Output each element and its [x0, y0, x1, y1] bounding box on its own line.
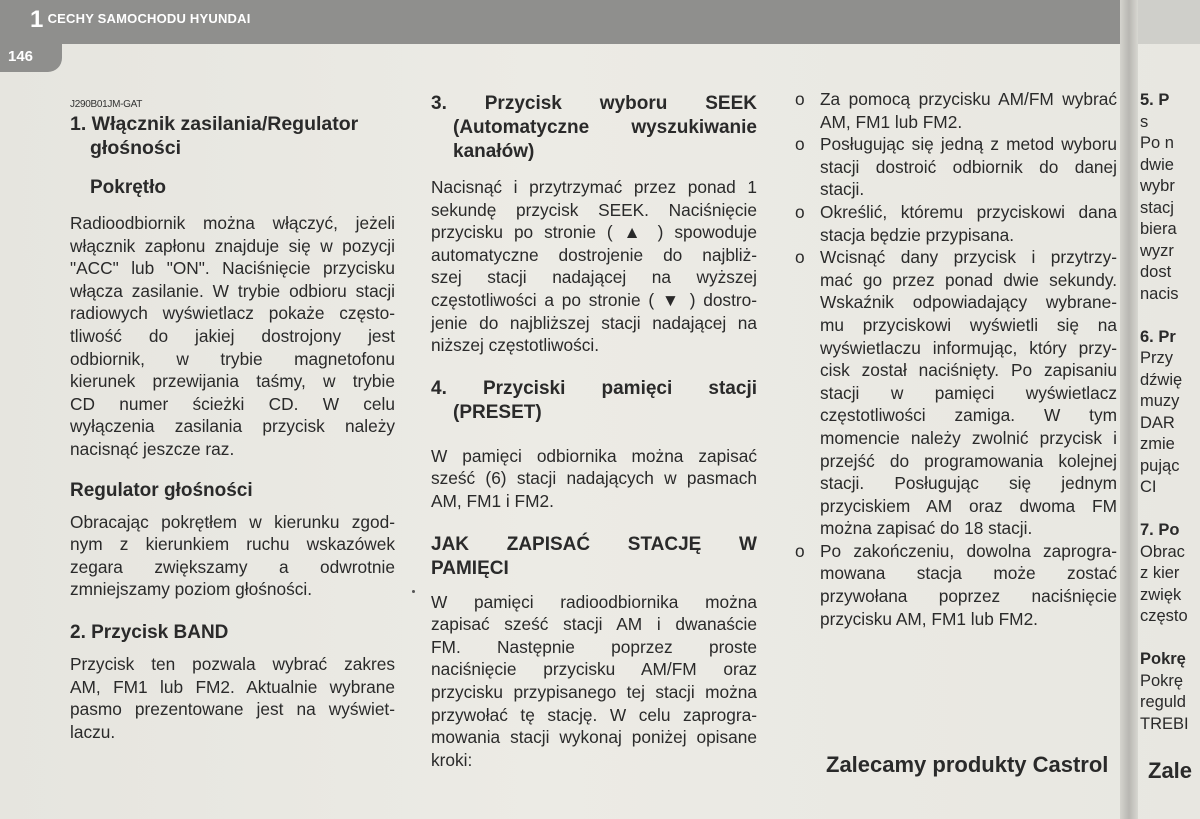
page-spine	[1120, 0, 1138, 819]
section-1-title: 1. Włącznik zasilania/Regulator głośności	[70, 113, 359, 159]
text-line: AM, FM1 i FM2.	[431, 490, 554, 511]
text-line: włącznik zapłonu znajduje się w pozycji	[70, 235, 395, 256]
text-line: radiowych wyświetlacz pokaże często-	[70, 303, 395, 324]
text-line: dźwię	[1140, 370, 1183, 389]
text-line: TREBI	[1140, 714, 1189, 733]
bullet-mark: o	[795, 540, 805, 561]
text-line: Posługując się jedną z metod wyboru	[820, 134, 1117, 155]
text-line: szej stacji nadającej na wyższej	[431, 267, 757, 288]
chapter-heading	[30, 6, 251, 34]
column-4-partial	[1140, 90, 1200, 735]
text-line: mowana stacja może zostać	[820, 563, 1117, 584]
text-line: CI	[1140, 478, 1157, 496]
text-line: zwięk	[1140, 585, 1182, 604]
text-line: (Automatyczne wyszukiwanie	[453, 117, 757, 138]
text-line: kroki:	[431, 749, 473, 770]
step-item	[795, 133, 1117, 201]
text-line: Za pomocą przycisku AM/FM wybrać	[820, 89, 1117, 109]
text-line: przejść do programowania kolejnej	[820, 450, 1117, 471]
text-line: 4. Przyciski pamięci stacji	[431, 377, 757, 399]
band-text	[70, 653, 395, 743]
jak-zapisac-text	[431, 591, 757, 772]
text-line: odbiornik, w trybie magnetofonu	[70, 348, 395, 369]
text-line: stacji w pamięci wyświetlacz	[820, 382, 1117, 403]
text-line: FM. Następnie poprzez proste	[431, 636, 757, 657]
text-line: nacisnąć jeszcze raz.	[70, 438, 235, 459]
text-line: Przy	[1140, 349, 1173, 367]
column-2	[431, 92, 757, 771]
text-line: częstotliwości a po stronie ( ▼ ) dostro-	[431, 289, 757, 310]
text-line: momencie należy zwolnić przycisk i	[820, 427, 1117, 448]
text-line: DAR	[1140, 413, 1175, 432]
text-line: z kier	[1140, 564, 1180, 582]
column-3	[795, 88, 1117, 630]
text-line: Przycisk ten pozwala wybrać zakres	[70, 653, 395, 674]
text-line: dost	[1140, 263, 1172, 281]
text-line: zapisać sześć stacji AM i dwanaście	[431, 614, 757, 635]
chapter-number: 1	[30, 6, 44, 33]
text-line: wyzr	[1140, 241, 1174, 260]
text-line: kierunek przewijania taśmy, w trybie	[70, 371, 395, 392]
text-line	[1140, 628, 1200, 650]
text-line: Wcisnąć dany przycisk i przytrzy-	[820, 247, 1117, 268]
pokretlo-heading: Pokrętło	[90, 177, 167, 198]
text-line: stacji dostroić odbiornik do danej	[820, 156, 1117, 177]
jak-zapisac-heading	[431, 533, 757, 581]
text-line	[1140, 305, 1200, 327]
text-line: Określić, któremu przyciskowi dana	[820, 201, 1117, 222]
text-line: nym z kierunkiem ruchu wskazówek	[70, 534, 395, 555]
footer-recommendation: Zalecamy produkty Castrol	[826, 752, 1109, 777]
text-line: AM, FM1 lub FM2. Aktualnie wybrane	[70, 676, 395, 697]
text-line: AM, FM1 lub FM2.	[820, 111, 963, 132]
text-line: przycisku przypisanego tej stacji można	[431, 681, 757, 702]
text-line: s	[1140, 112, 1149, 131]
text-line: stacja będzie przypisana.	[820, 224, 1015, 245]
text-line: PAMIĘCI	[431, 557, 509, 579]
text-line: pując	[1140, 456, 1180, 475]
text-line: JAK ZAPISAĆ STACJĘ W	[431, 533, 757, 555]
steps-list	[795, 88, 1117, 630]
text-line: często	[1140, 607, 1188, 625]
footer-partial: Zale	[1148, 758, 1193, 783]
text-line: 6. Pr	[1140, 327, 1176, 346]
text-line: mowania stacji wykonaj poniżej opisane	[431, 727, 757, 748]
regulator-heading: Regulator głośności	[70, 479, 253, 501]
text-line	[1140, 499, 1200, 521]
text-line: tliwość do jakiej dostrojony jest	[70, 325, 395, 346]
header-band-right	[1130, 0, 1200, 44]
bullet-mark: o	[795, 247, 805, 268]
text-line: zegara zwiększamy a odwrotnie	[70, 556, 395, 577]
text-line: Pokrę	[1140, 650, 1186, 668]
text-line: przycisku AM, FM1 lub FM2.	[820, 608, 1038, 629]
text-line: stacji. Posługując się jednym	[820, 473, 1117, 494]
text-line: nacis	[1140, 284, 1179, 303]
pokretlo-text	[70, 212, 395, 461]
text-line: laczu.	[70, 721, 116, 742]
text-line: włącza zasilanie. W trybie odbioru stacji	[70, 280, 395, 301]
text-line: Nacisnąć i przytrzymać przez ponad 1	[431, 177, 757, 197]
step-item	[795, 540, 1117, 630]
text-line: mu przyciskowi wyświetli się na	[820, 314, 1117, 335]
step-item	[795, 246, 1117, 540]
preset-heading	[431, 377, 757, 425]
text-line: przycisku po stronie ( ▲ ) spowoduje	[431, 222, 757, 243]
seek-text	[431, 176, 757, 357]
text-line: wybr	[1140, 177, 1175, 195]
text-line: Po zakończeniu, dowolna zaprogra-	[820, 540, 1117, 561]
text-line: kanałów)	[453, 141, 535, 162]
text-line: mać go przez ponad dwie sekundy.	[820, 269, 1117, 290]
step-item	[795, 201, 1117, 246]
text-line: cisk został naciśnięty. Po zapisaniu	[820, 360, 1117, 381]
regulator-text	[70, 511, 395, 601]
text-line: przywołać tę stację. W celu zaprogra-	[431, 704, 757, 725]
text-line: W pamięci radioodbiornika można	[431, 591, 757, 612]
text-line: zmie	[1140, 435, 1175, 453]
text-line: stacj	[1140, 198, 1174, 217]
text-line: 3. Przycisk wyboru SEEK	[431, 93, 757, 114]
preset-text	[431, 445, 757, 513]
print-speck	[412, 590, 415, 593]
text-line: Obracając pokrętłem w kierunku zgod-	[70, 511, 395, 532]
chapter-title: CECHY SAMOCHODU HYUNDAI	[47, 11, 251, 26]
text-line: naciśnięcie przycisku AM/FM oraz	[431, 659, 757, 680]
text-line: CD numer ścieżki CD. W celu	[70, 393, 395, 414]
section-code: J290B01JM-GAT	[70, 99, 143, 110]
text-line: sekundę przycisk SEEK. Naciśnięcie	[431, 199, 757, 220]
bullet-mark: o	[795, 134, 805, 155]
page-number: 146	[0, 44, 62, 72]
text-line: reguld	[1140, 693, 1186, 711]
text-line: wyświetlaczu informując, który przy-	[820, 337, 1117, 358]
text-line: przyciskiem AM oraz dwoma FM	[820, 495, 1117, 516]
text-line: jenie do najbliższej stacji nadającej na	[431, 312, 757, 333]
text-line: Radioodbiornik można włączyć, jeżeli	[70, 213, 395, 233]
bullet-mark: o	[795, 201, 805, 222]
text-line: W pamięci odbiornika można zapisać	[431, 445, 757, 466]
text-line: (PRESET)	[453, 401, 542, 423]
text-line: można zapisać do 18 stacji.	[820, 518, 1033, 539]
text-line: wyłączenia zasilania przycisk należy	[70, 416, 395, 437]
text-line: częstotliwości zamiga. W tym	[820, 405, 1117, 426]
text-line: dwie	[1140, 155, 1174, 174]
band-heading: 2. Przycisk BAND	[70, 621, 229, 643]
text-line: zmniejszamy poziom głośności.	[70, 579, 313, 600]
text-line: stacji.	[820, 179, 865, 200]
bullet-mark: o	[795, 89, 805, 109]
text-line: sześć (6) stacji nadających w pasmach	[431, 468, 757, 489]
step-item	[795, 88, 1117, 133]
text-line: pasmo prezentowane jest na wyświet-	[70, 699, 395, 720]
text-line: automatyczne dostrojenie do najbliż-	[431, 244, 757, 265]
text-line: niższej częstotliwości.	[431, 335, 600, 356]
column-1	[70, 99, 395, 743]
text-line: biera	[1140, 220, 1177, 238]
text-line: Pokrę	[1140, 671, 1184, 690]
text-line: 7. Po	[1140, 521, 1180, 539]
text-line: Obrac	[1140, 542, 1185, 561]
seek-heading	[431, 92, 757, 164]
text-line: muzy	[1140, 392, 1180, 410]
text-line: 5. P	[1140, 91, 1170, 109]
text-line: "ACC" lub "ON". Naciśnięcie przycisku	[70, 258, 395, 279]
text-line: Wskaźnik odpowiadający wybrane-	[820, 292, 1117, 313]
text-line: Po n	[1140, 134, 1174, 152]
text-line: przywołana poprzez naciśnięcie	[820, 586, 1117, 607]
